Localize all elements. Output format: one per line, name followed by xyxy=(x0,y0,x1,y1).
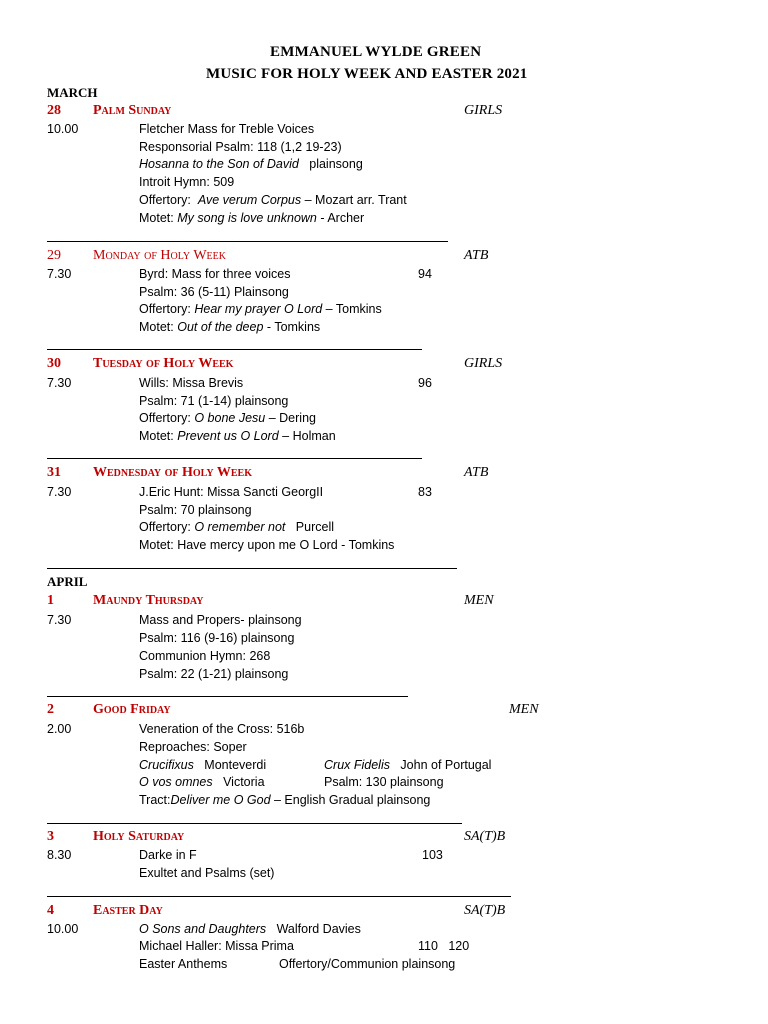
music-item xyxy=(139,412,316,425)
music-item: Psalm: 116 (9-16) plainsong xyxy=(139,631,295,645)
composer: Monteverdi xyxy=(204,758,267,772)
item-label: Tract: xyxy=(139,793,171,807)
choir-label: MEN xyxy=(464,593,494,608)
music-item: Exultet and Psalms (set) xyxy=(139,866,275,880)
composer: – Mozart arr. Trant xyxy=(304,193,407,207)
composer: – Dering xyxy=(268,411,316,425)
day-number: 30 xyxy=(47,356,61,371)
day-number: 28 xyxy=(47,103,61,118)
choir-label: ATB xyxy=(464,248,489,263)
day-name: Easter Day xyxy=(93,903,163,918)
music-item: Psalm: 130 plainsong xyxy=(324,775,444,789)
item-label: Offertory: xyxy=(139,520,191,534)
music-item: Psalm: 70 plainsong xyxy=(139,503,252,517)
music-item xyxy=(139,521,334,534)
music-item: Veneration of the Cross: 516b xyxy=(139,722,305,736)
music-item: Psalm: 36 (5-11) Plainsong xyxy=(139,285,289,299)
music-item xyxy=(139,923,361,936)
music-item xyxy=(139,794,430,807)
item-label: Motet: xyxy=(139,211,174,225)
day-number: 29 xyxy=(47,248,61,263)
item-label: Motet: xyxy=(139,320,174,334)
composer: Victoria xyxy=(223,775,265,789)
music-item: Mass and Propers- plainsong xyxy=(139,613,302,627)
work-title: Deliver me O God xyxy=(170,793,271,807)
music-item xyxy=(139,430,336,443)
hymn-number: 103 xyxy=(422,848,443,862)
music-item: Responsorial Psalm: 118 (1,2 19-23) xyxy=(139,140,342,154)
music-item: Reproaches: Soper xyxy=(139,740,247,754)
music-item xyxy=(324,759,491,772)
divider-rule xyxy=(47,696,408,697)
work-title: Crucifixus xyxy=(139,758,194,772)
divider-rule xyxy=(47,349,422,350)
music-item: Darke in F xyxy=(139,848,197,862)
item-label: Offertory: xyxy=(139,193,191,207)
work-title: Out of the deep xyxy=(177,320,264,334)
choir-label: SA(T)B xyxy=(464,903,506,918)
day-number: 3 xyxy=(47,829,54,844)
item-label: Offertory: xyxy=(139,302,191,316)
document-subtitle: MUSIC FOR HOLY WEEK AND EASTER 2021 xyxy=(206,66,528,82)
day-number: 2 xyxy=(47,702,54,717)
work-title: Crux Fidelis xyxy=(324,758,390,772)
choir-label: SA(T)B xyxy=(464,829,506,844)
music-item xyxy=(139,194,407,207)
composer: – Tomkins xyxy=(325,302,382,316)
divider-rule xyxy=(47,458,422,459)
work-title: Hosanna to the Son of David xyxy=(139,157,299,171)
hymn-number: 110 120 xyxy=(418,939,470,953)
work-title: O bone Jesu xyxy=(194,411,266,425)
service-time: 7.30 xyxy=(47,485,72,499)
music-item: Introit Hymn: 509 xyxy=(139,175,235,189)
music-item: Byrd: Mass for three voices xyxy=(139,267,291,281)
service-time: 7.30 xyxy=(47,267,72,281)
service-time: 7.30 xyxy=(47,613,72,627)
service-time: 10.00 xyxy=(47,122,79,136)
service-time: 7.30 xyxy=(47,376,72,390)
composer: Walford Davies xyxy=(276,922,361,936)
composer: - Archer xyxy=(320,211,365,225)
service-time: 8.30 xyxy=(47,848,72,862)
day-name: Palm Sunday xyxy=(93,103,172,118)
work-title: O remember not xyxy=(194,520,286,534)
day-name: Wednesday of Holy Week xyxy=(93,465,252,480)
hymn-number: 96 xyxy=(418,376,432,390)
work-title: Prevent us O Lord xyxy=(177,429,279,443)
work-title: Hear my prayer O Lord xyxy=(194,302,323,316)
music-item: Communion Hymn: 268 xyxy=(139,649,271,663)
divider-rule xyxy=(47,568,457,569)
service-time: 10.00 xyxy=(47,922,79,936)
music-item xyxy=(139,759,266,772)
music-item: Motet: Have mercy upon me O Lord - Tomkins xyxy=(139,538,395,552)
item-label: Offertory: xyxy=(139,411,191,425)
day-name: Good Friday xyxy=(93,702,171,717)
month-heading-march: MARCH xyxy=(47,85,98,100)
day-name: Monday of Holy Week xyxy=(93,248,226,263)
music-item xyxy=(139,158,363,171)
composer: – Holman xyxy=(282,429,336,443)
divider-rule xyxy=(47,241,448,242)
music-item: Psalm: 22 (1-21) plainsong xyxy=(139,667,289,681)
composer: John of Portugal xyxy=(400,758,492,772)
service-time: 2.00 xyxy=(47,722,72,736)
music-item: Fletcher Mass for Treble Voices xyxy=(139,122,315,136)
hymn-number: 83 xyxy=(418,485,432,499)
music-item: Wills: Missa Brevis xyxy=(139,376,244,390)
document-title: EMMANUEL WYLDE GREEN xyxy=(270,44,482,60)
music-item xyxy=(139,776,265,789)
music-item xyxy=(139,212,364,225)
composer: Purcell xyxy=(295,520,335,534)
choir-label: ATB xyxy=(464,465,489,480)
choir-label: GIRLS xyxy=(464,356,503,371)
divider-rule xyxy=(47,896,511,897)
choir-label: MEN xyxy=(509,702,539,717)
composer: - Tomkins xyxy=(266,320,321,334)
item-label: Motet: xyxy=(139,429,174,443)
music-item: Psalm: 71 (1-14) plainsong xyxy=(139,394,289,408)
work-title: O vos omnes xyxy=(139,775,213,789)
music-item: Easter Anthems xyxy=(139,957,228,971)
divider-rule xyxy=(47,823,462,824)
composer: plainsong xyxy=(309,157,363,171)
music-item: J.Eric Hunt: Missa Sancti GeorgII xyxy=(139,485,324,499)
choir-label: GIRLS xyxy=(464,103,503,118)
music-item xyxy=(139,321,320,334)
day-name: Maundy Thursday xyxy=(93,593,204,608)
day-number: 1 xyxy=(47,593,54,608)
music-item xyxy=(139,303,382,316)
composer: – English Gradual plainsong xyxy=(274,793,431,807)
work-title: My song is love unknown xyxy=(177,211,317,225)
day-number: 31 xyxy=(47,465,61,480)
month-heading-april: APRIL xyxy=(47,574,88,589)
music-item: Michael Haller: Missa Prima xyxy=(139,939,294,953)
work-title: Ave verum Corpus xyxy=(197,193,302,207)
work-title: O Sons and Daughters xyxy=(139,922,267,936)
day-number: 4 xyxy=(47,903,54,918)
day-name: Tuesday of Holy Week xyxy=(93,356,234,371)
music-item: Offertory/Communion plainsong xyxy=(279,957,456,971)
day-name: Holy Saturday xyxy=(93,829,185,844)
hymn-number: 94 xyxy=(418,267,432,281)
